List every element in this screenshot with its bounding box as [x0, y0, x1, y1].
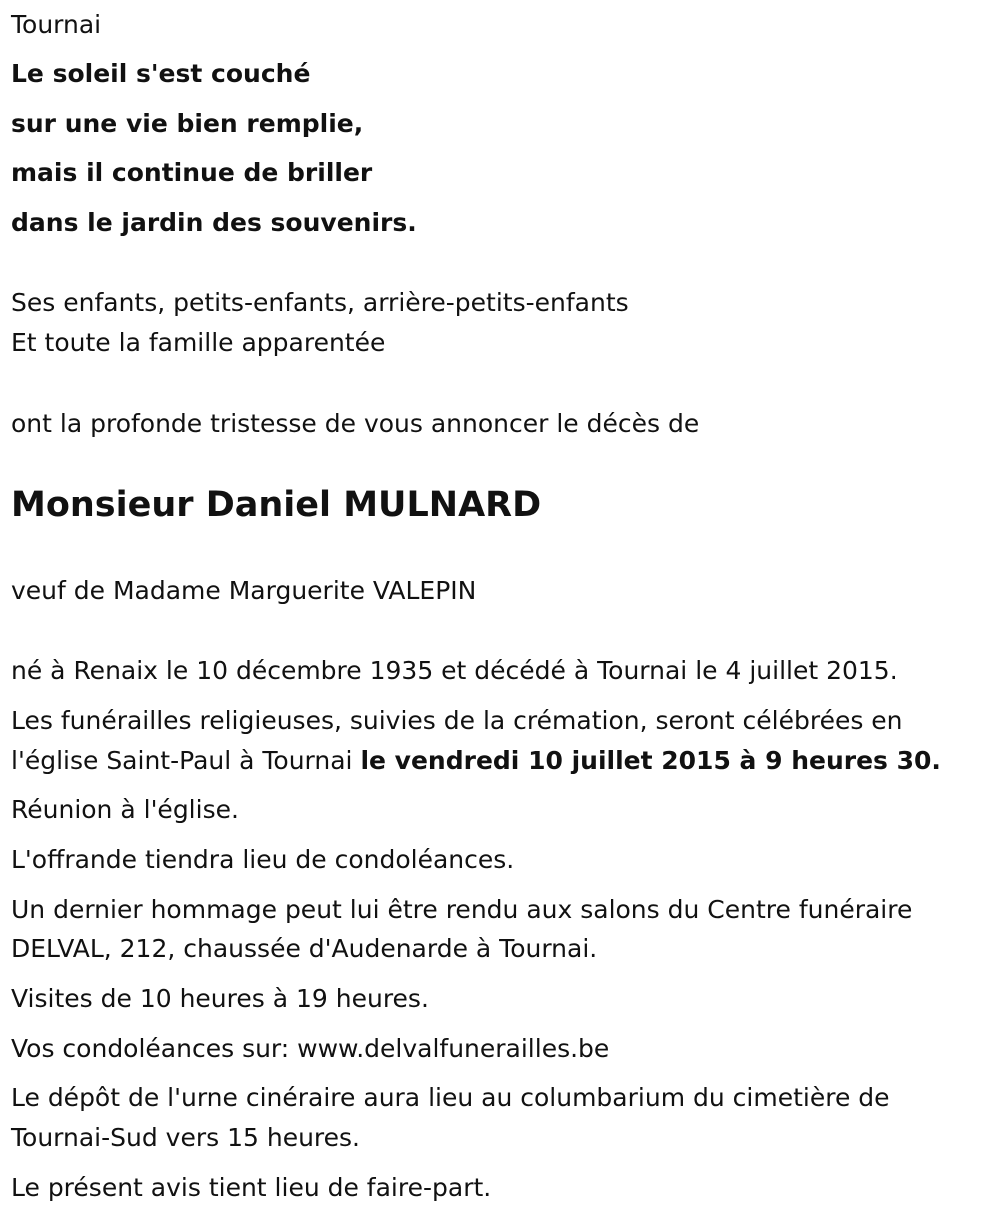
- poem-line-4: dans le jardin des souvenirs.: [11, 208, 417, 237]
- poem-line-2: sur une vie bien remplie,: [11, 109, 364, 138]
- visits-line: Visites de 10 heures à 19 heures.: [11, 984, 429, 1013]
- meeting-line: Réunion à l'église.: [11, 795, 239, 824]
- family-line-1: Ses enfants, petits-enfants, arrière-petits-enfants: [11, 288, 629, 317]
- widower-of: veuf de Madame Marguerite VALEPIN: [11, 576, 477, 605]
- urn-line-1: Le dépôt de l'urne cinéraire aura lieu au columbarium du cimetière de: [11, 1083, 890, 1112]
- tribute-line-2: DELVAL, 212, chaussée d'Audenarde à Tournai.: [11, 934, 598, 963]
- deceased-name: Monsieur Daniel MULNARD: [11, 485, 542, 525]
- condolences-line: Vos condoléances sur: www.delvalfunerailles.be: [11, 1034, 610, 1063]
- offering-line: L'offrande tiendra lieu de condoléances.: [11, 845, 515, 874]
- birth-death-line: né à Renaix le 10 décembre 1935 et décédé à Tournai le 4 juillet 2015.: [11, 656, 898, 685]
- urn-line-2: Tournai-Sud vers 15 heures.: [11, 1123, 360, 1152]
- funeral-location: l'église Saint-Paul à Tournai: [11, 746, 361, 775]
- poem-line-1: Le soleil s'est couché: [11, 59, 311, 88]
- funeral-line-2: [11, 746, 941, 776]
- funeral-datetime: le vendredi 10 juillet 2015 à 9 heures 30.: [360, 746, 941, 775]
- closing-line: Le présent avis tient lieu de faire-part.: [11, 1173, 492, 1202]
- family-line-2: Et toute la famille apparentée: [11, 328, 386, 357]
- poem-line-3: mais il continue de briller: [11, 158, 373, 187]
- tribute-line-1: Un dernier hommage peut lui être rendu aux salons du Centre funéraire: [11, 895, 913, 924]
- city-name: Tournai: [11, 10, 102, 39]
- funeral-line-1: Les funérailles religieuses, suivies de la crémation, seront célébrées en: [11, 706, 903, 735]
- announcement-text: ont la profonde tristesse de vous annoncer le décès de: [11, 409, 700, 438]
